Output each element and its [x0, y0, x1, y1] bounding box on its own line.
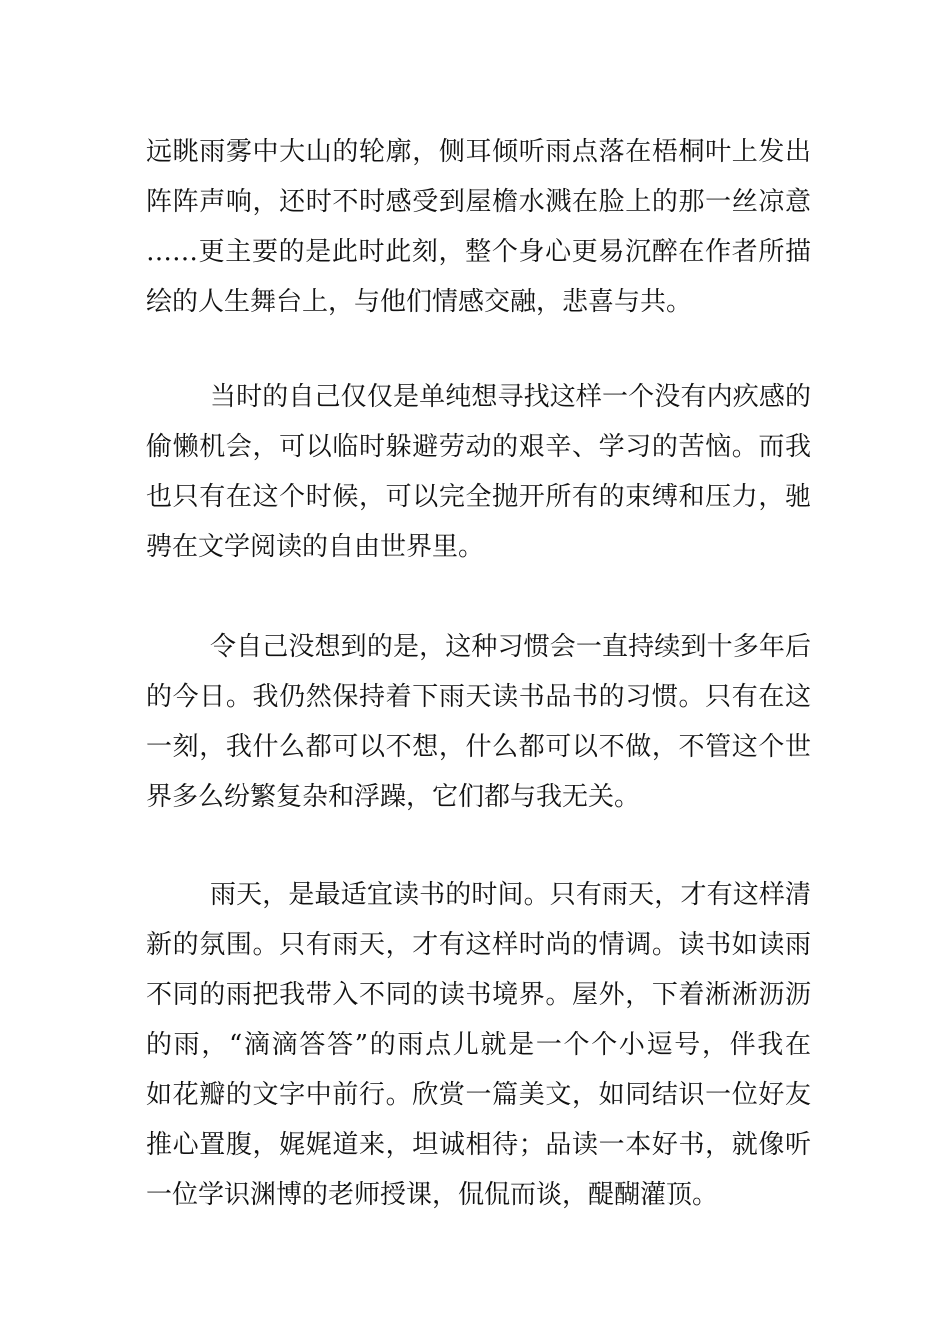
paragraph-line: 当时的自己仅仅是单纯想寻找这样一个没有内疚感的	[210, 382, 811, 412]
paragraph-line: 一位学识渊博的老师授课，侃侃而谈，醍醐灌顶。	[146, 1180, 719, 1210]
paragraph-line: 新的氛围。只有雨天，才有这样时尚的情调。读书如读雨	[146, 930, 811, 960]
paragraph-line: 绘的人生舞台上，与他们情感交融，悲喜与共。	[146, 287, 693, 317]
paragraph-line: 雨天，是最适宜读书的时间。只有雨天，才有这样清	[210, 880, 811, 910]
paragraph-1	[146, 127, 811, 327]
paragraph-line: 偷懒机会，可以临时躲避劳动的艰辛、学习的苦恼。而我	[146, 432, 811, 462]
paragraph-line: 令自己没想到的是，这种习惯会一直持续到十多年后	[210, 632, 811, 662]
paragraph-line: 推心置腹，娓娓道来，坦诚相待；品读一本好书，就像听	[146, 1130, 811, 1160]
paragraph-line: 如花瓣的文字中前行。欣赏一篇美文，如同结识一位好友	[146, 1080, 811, 1110]
paragraph-line: 也只有在这个时候，可以完全抛开所有的束缚和压力，驰	[146, 482, 811, 512]
paragraph-line: 不同的雨把我带入不同的读书境界。屋外，下着淅淅沥沥	[146, 980, 811, 1010]
paragraph-line: 骋在文学阅读的自由世界里。	[146, 532, 485, 562]
paragraph-2	[146, 372, 811, 572]
paragraph-line: 阵阵声响，还时不时感受到屋檐水溅在脸上的那一丝凉意	[146, 187, 811, 217]
paragraph-line: 远眺雨雾中大山的轮廓，侧耳倾听雨点落在梧桐叶上发出	[146, 137, 811, 167]
paragraph-3	[146, 622, 811, 822]
paragraph-line: 的雨，“滴滴答答”的雨点儿就是一个个小逗号，伴我在	[146, 1030, 811, 1060]
paragraph-line: 一刻，我什么都可以不想，什么都可以不做，不管这个世	[146, 732, 811, 762]
paragraph-line: ……更主要的是此时此刻，整个身心更易沉醉在作者所描	[146, 237, 811, 267]
paragraph-line: 的今日。我仍然保持着下雨天读书品书的习惯。只有在这	[146, 682, 811, 712]
paragraph-4	[146, 870, 811, 1220]
paragraph-line: 界多么纷繁复杂和浮躁，它们都与我无关。	[146, 782, 641, 812]
